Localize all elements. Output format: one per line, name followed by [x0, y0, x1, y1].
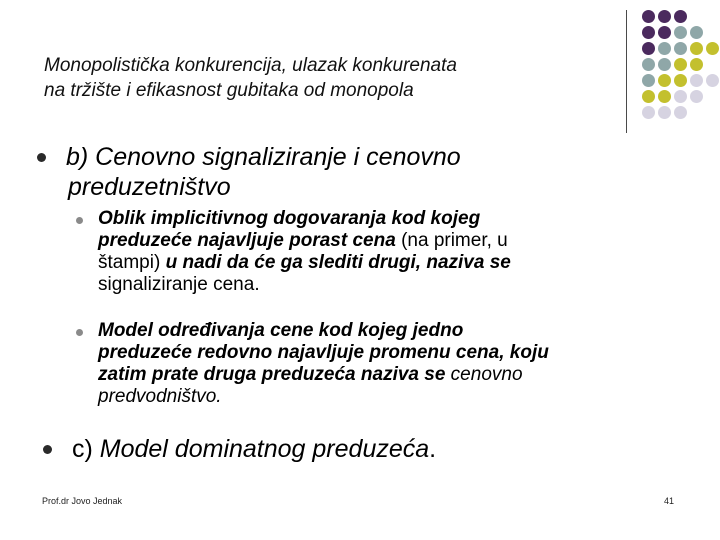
dot [658, 10, 671, 23]
dot [642, 42, 655, 55]
dot [658, 58, 671, 71]
dot [642, 90, 655, 103]
dot [674, 42, 687, 55]
sub2-line-3-italic: cenovno [445, 364, 523, 385]
dot [706, 74, 719, 87]
dot [706, 42, 719, 55]
sub2-line-2: preduzeće redovno najavljuje promenu cena, koju [98, 342, 549, 363]
title-line-1: Monopolistička konkurencija, ulazak konkurenata [44, 55, 457, 76]
sub1-line-2-bold: preduzeće najavljuje porast cena [98, 230, 396, 251]
dot [642, 106, 655, 119]
bullet-c-suffix: . [429, 435, 437, 463]
dot [674, 74, 687, 87]
bullet-icon [37, 153, 46, 162]
sub1-line-1: Oblik implicitivnog dogovaranja kod kojeg [98, 208, 481, 229]
dot [690, 90, 703, 103]
slide-title [44, 53, 624, 103]
bullet-c [72, 434, 436, 464]
dot [674, 10, 687, 23]
title-divider [626, 10, 627, 133]
page-number: 41 [664, 496, 675, 506]
dot [642, 26, 655, 39]
sub1-line-4: signaliziranje cena. [98, 274, 260, 295]
title-line-2: na tržište i efikasnost gubitaka od monopola [44, 80, 414, 101]
bullet-b [66, 142, 461, 202]
sub2-line-1: Model određivanja cene kod kojeg jedno [98, 320, 464, 341]
bullet-c-text: Model dominatnog preduzeća [92, 435, 430, 463]
sub-bullet-2 [98, 320, 688, 408]
dot [658, 90, 671, 103]
dot [690, 74, 703, 87]
sub1-line-3-normal: štampi) [98, 252, 161, 273]
dot [642, 10, 655, 23]
dot [658, 106, 671, 119]
dot [674, 90, 687, 103]
dot [674, 106, 687, 119]
dot [642, 74, 655, 87]
bullet-icon [43, 445, 52, 454]
sub1-line-3-bold: u nadi da će ga slediti drugi, naziva se [160, 252, 511, 273]
sub2-line-4: predvodništvo. [98, 386, 222, 407]
dot [690, 26, 703, 39]
dot [658, 42, 671, 55]
dot [690, 42, 703, 55]
sub1-line-2-normal: (na primer, u [395, 230, 508, 251]
bullet-b-line-1: b) Cenovno signaliziranje i cenovno [66, 143, 461, 171]
dot [658, 26, 671, 39]
dot [674, 58, 687, 71]
bullet-b-line-2: preduzetništvo [68, 173, 231, 201]
dot [658, 74, 671, 87]
bullet-c-prefix: c) [72, 435, 93, 463]
dot [690, 58, 703, 71]
dot [674, 26, 687, 39]
bullet-icon [76, 329, 83, 336]
bullet-icon [76, 217, 83, 224]
footer-author: Prof.dr Jovo Jednak [42, 496, 123, 506]
sub2-line-3-bold: zatim prate druga preduzeća naziva se [98, 364, 446, 385]
sub-bullet-1 [98, 208, 638, 296]
dot [642, 58, 655, 71]
